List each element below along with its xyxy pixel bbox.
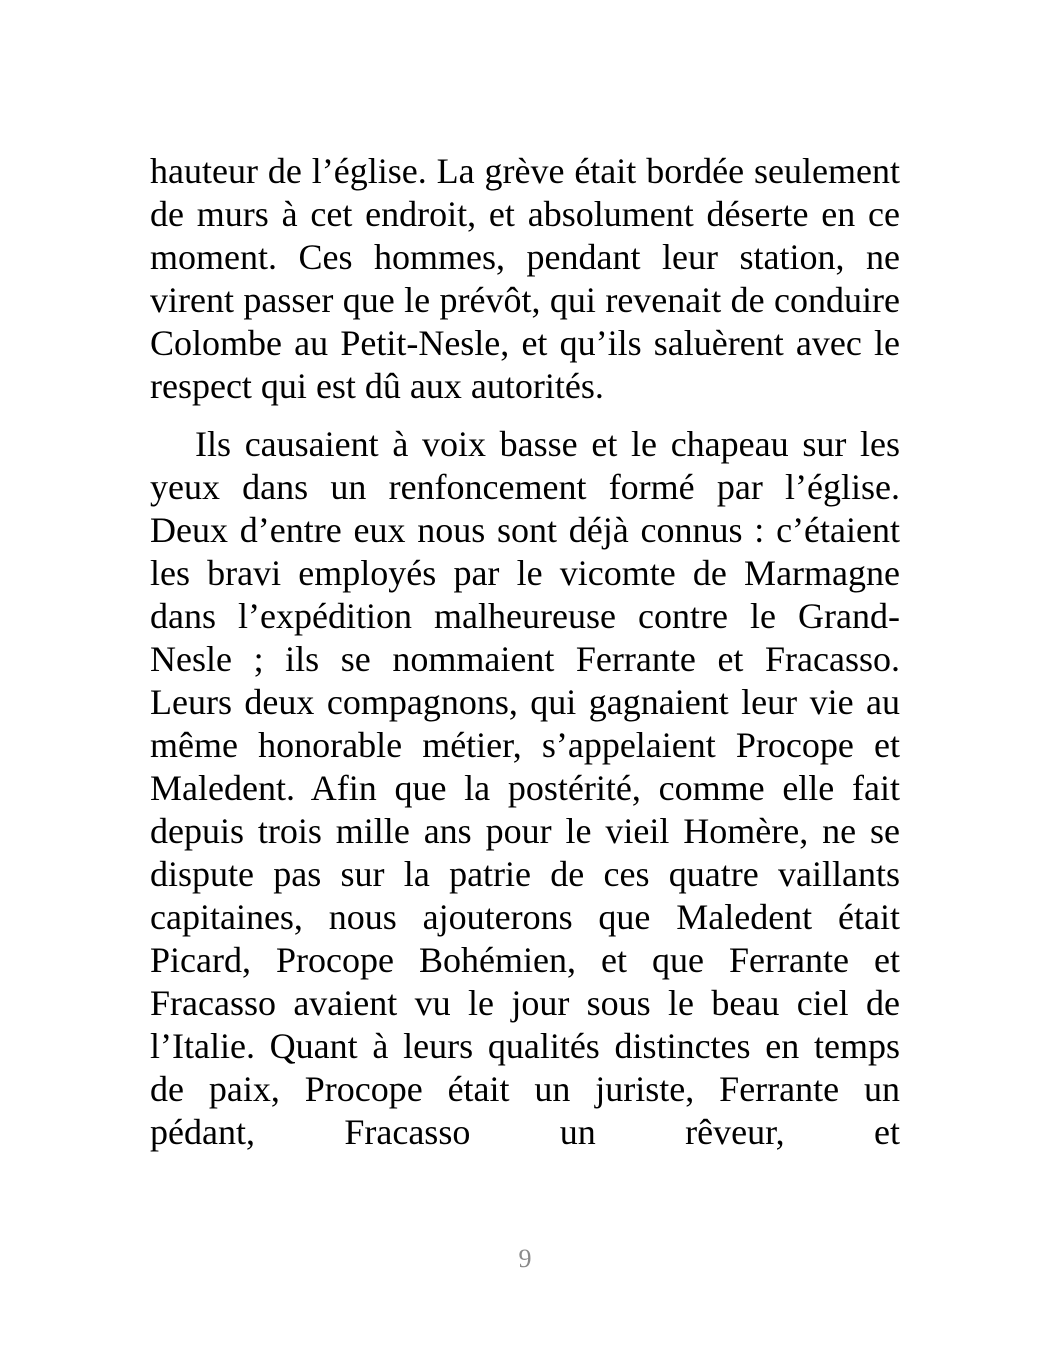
page-body <box>150 150 900 1154</box>
paragraph-2: Ils causaient à voix basse et le chapeau sur les yeux dans un renfoncement formé par l’église. Deux d’entre eux nous sont déjà connus : c’étaient les bravi employés par le vicomte de Marmagne dans l’expédition malheureuse contre le Grand-Nesle ; ils se nommaient Ferrante et Fracasso. Leurs deux compagnons, qui gagnaient leur vie au même honorable métier, s’appelaient Procope et Maledent. Afin que la postérité, comme elle fait depuis trois mille ans pour le vieil Homère, ne se dispute pas sur la patrie de ces quatre vaillants capitaines, nous ajouterons que Maledent était Picard, Procope Bohémien, et que Ferrante et Fracasso avaient vu le jour sous le beau ciel de l’Italie. Quant à leurs qualités distinctes en temps de paix, Procope était un juriste, Ferrante un pédant, Fracasso un rêveur, et <box>150 424 900 1152</box>
page-number: 9 <box>518 1244 532 1273</box>
paragraph-1: hauteur de l’église. La grève était bordée seulement de murs à cet endroit, et absolument déserte en ce moment. Ces hommes, pendant leur station, ne virent passer que le prévôt, qui revenait de conduire Colombe au Petit-Nesle, et qu’ils saluèrent avec le respect qui est dû aux autorités. <box>150 151 900 406</box>
